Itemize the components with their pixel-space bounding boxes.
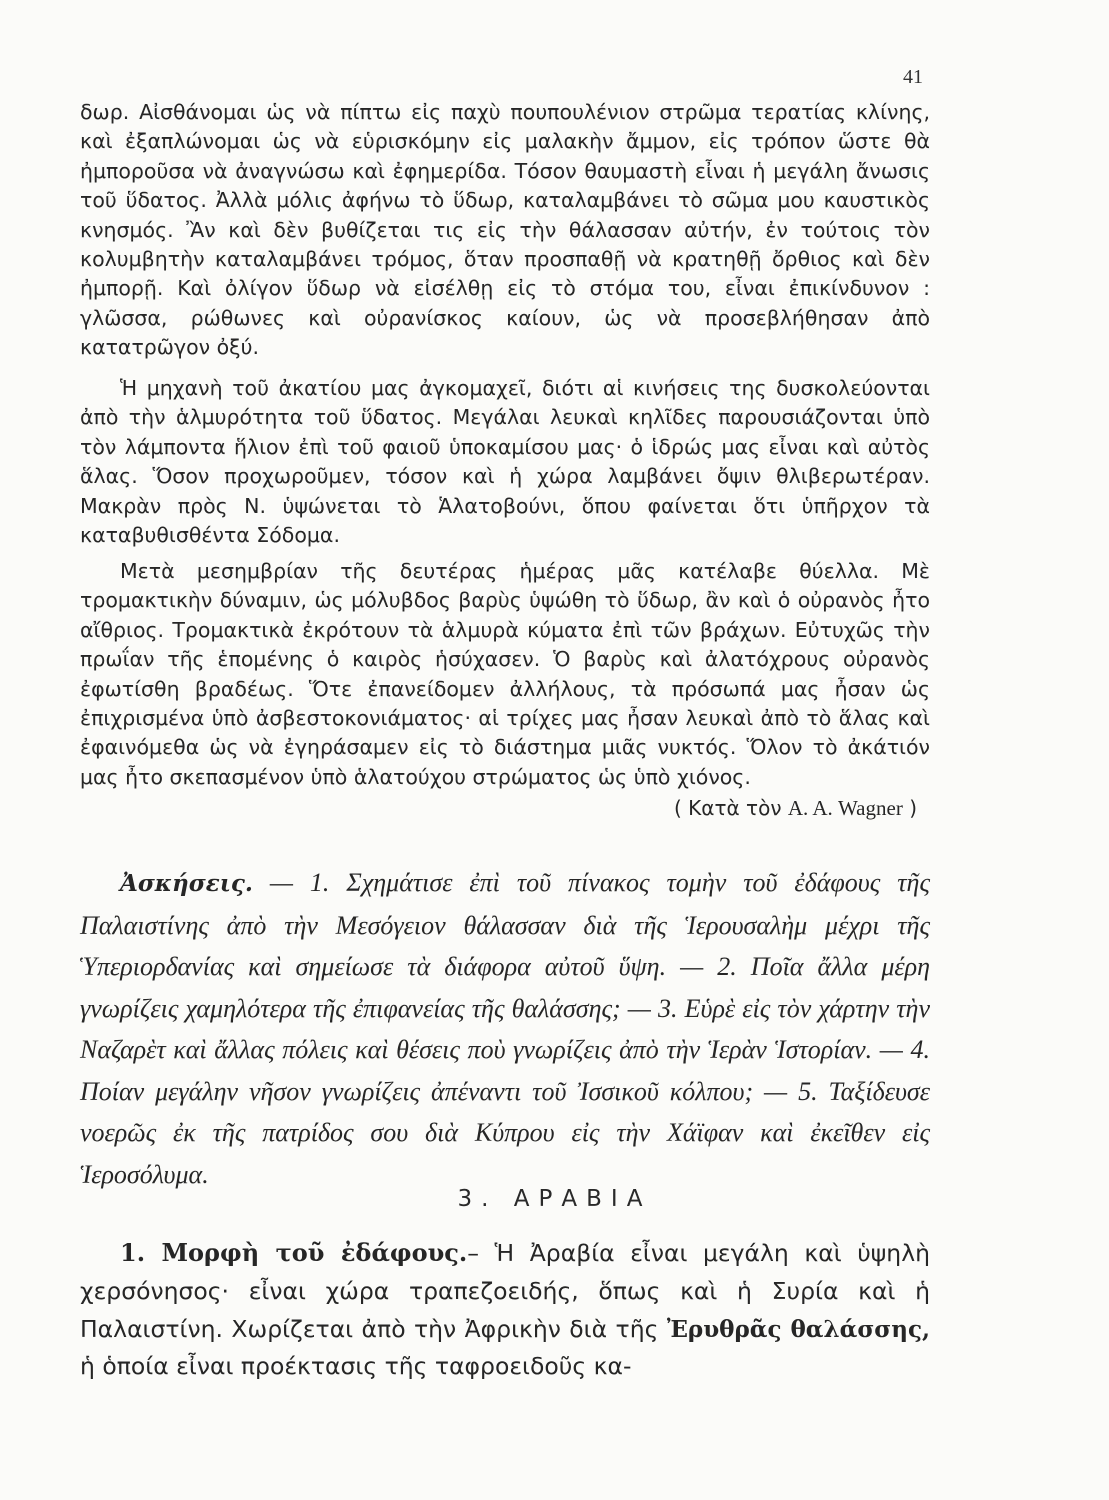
exercises [80, 862, 930, 1195]
attribution-author: Α. Α. Wagner [787, 796, 903, 820]
attribution-prefix: ( Κατὰ τὸν [674, 796, 782, 820]
attribution [674, 796, 917, 821]
page-number: 41 [903, 66, 923, 88]
attribution-suffix: ) [909, 796, 917, 820]
section-paragraph [80, 1234, 930, 1386]
exercises-heading: Ἀσκήσεις. [120, 870, 253, 897]
section-term: Ἐρυθρᾶς θαλάσσης, [666, 1315, 930, 1343]
paragraph-boat-engine: Ἡ μηχανὴ τοῦ ἀκατίου μας ἀγκομαχεῖ, διότι αἱ κινήσεις της δυσκολεύονται ἀπὸ τὴν ἁλμυρότητα τοῦ ὕδατος. Μεγάλαι λευκαὶ κηλῖδες παρουσιάζονται ὑπὸ τὸν λάμποντα ἥλιον ἐπὶ τοῦ φαιοῦ ὑποκαμίσου μας· ὁ ἱδρώς μας εἶναι καὶ αὐτὸς ἅλας. Ὅσον προχωροῦμεν, τόσον καὶ ἡ χώρα λαμβάνει ὄψιν θλιβερωτέραν. Μακρὰν πρὸς Ν. ὑψώνεται τὸ Ἁλατοβούνι, ὅπου φαίνεται ὅτι ὑπῆρχον τὰ καταβυθισθέντα Σόδομα. [80, 376, 930, 548]
section-heading: 3. ΑΡΑΒΙΑ [457, 1186, 652, 1212]
section-text-1: – Ἡ Ἀραβία εἶναι μεγάλη καὶ ὑψηλὴ χερσόνησος· εἶναι χώρα τραπεζοειδής, ὅπως καὶ ἡ Συρία καὶ ἡ Παλαιστίνη. Χωρίζεται ἀπὸ τὴν Ἀφρικὴν διὰ τῆς [80, 1239, 930, 1343]
section-subheading: 1. Μορφὴ τοῦ ἐδάφους. [120, 1238, 468, 1267]
exercises-text: — 1. Σχημάτισε ἐπὶ τοῦ πίνακος τομὴν τοῦ ἐδάφους τῆς Παλαιστίνης ἀπὸ τὴν Μεσόγειον θάλασσαν διὰ τῆς Ἱερουσαλὴμ μέχρι τῆς Ὑπεριορδανίας καὶ σημείωσε τὰ διάφορα αὐτοῦ ὕψη. — 2. Ποῖα ἄλλα μέρη γνωρίζεις χαμηλότερα τῆς ἐπιφανείας τῆς θαλάσσης; — 3. Εὑρὲ εἰς τὸν χάρτην τὴν Ναζαρὲτ καὶ ἄλλας πόλεις καὶ θέσεις ποὺ γνωρίζεις ἀπὸ τὴν Ἱερὰν Ἱστορίαν. — 4. Ποίαν μεγάλην νῆσον γνωρίζεις ἀπέναντι τοῦ Ἰσσικοῦ κόλπου; — 5. Ταξίδευσε νοερῶς ἐκ τῆς πατρίδος σου διὰ Κύπρου εἰς τὴν Χάϊφαν καὶ ἐκεῖθεν εἰς Ἱεροσόλυμα. [80, 868, 930, 1189]
paragraph-continuation: δωρ. Αἰσθάνομαι ὡς νὰ πίπτω εἰς παχὺ πουπουλένιον στρῶμα τερατίας κλίνης, καὶ ἐξαπλώνομαι ὡς νὰ εὑρισκόμην εἰς μαλακὴν ἄμμον, εἰς τρόπον ὥστε θὰ ἠμποροῦσα νὰ ἀναγνώσω καὶ ἐφημερίδα. Τόσον θαυμαστὴ εἶναι ἡ μεγάλη ἄνωσις τοῦ ὕδατος. Ἀλλὰ μόλις ἀφήνω τὸ ὕδωρ, καταλαμβάνει τὸ σῶμα μου καυστικὸς κνησμός. Ἂν καὶ δὲν βυθίζεται τις εἰς τὴν θάλασσαν αὐτήν, ἐν τούτοις τὸν κολυμβητὴν καταλαμβάνει τρόμος, ὅταν προσπαθῇ νὰ κρατηθῇ ὄρθιος καὶ δὲν ἠμπορῇ. Καὶ ὀλίγον ὕδωρ νὰ εἰσέλθῃ εἰς τὸ στόμα του, εἶναι ἐπικίνδυνον : γλῶσσα, ρώθωνες καὶ οὐρανίσκος καίουν, ὡς νὰ προσεβλήθησαν ἀπὸ κατατρῶγον ὀξύ. [80, 100, 930, 360]
section-text-2: ἡ ὁποία εἶναι προέκτασις τῆς ταφροειδοῦς κα- [80, 1352, 632, 1381]
paragraph-storm: Μετὰ μεσημβρίαν τῆς δευτέρας ἡμέρας μᾶς κατέλαβε θύελλα. Μὲ τρομακτικὴν δύναμιν, ὡς μόλυβδος βαρὺς ὑψώθη τὸ ὕδωρ, ἂν καὶ ὁ οὐρανὸς ἦτο αἴθριος. Τρομακτικὰ ἐκρότουν τὰ ἁλμυρὰ κύματα ἐπὶ τῶν βράχων. Εὐτυχῶς τὴν πρωΐαν τῆς ἑπομένης ὁ καιρὸς ἡσύχασεν. Ὁ βαρὺς καὶ ἀλατόχρους οὐρανὸς ἐφωτίσθη βραδέως. Ὅτε ἐπανείδομεν ἀλλήλους, τὰ πρόσωπά μας ἦσαν ὡς ἐπιχρισμένα ὑπὸ ἀσβεστοκονιάματος· αἱ τρίχες μας ἦσαν λευκαὶ ἀπὸ τὸ ἅλας καὶ ἐφαινόμεθα ὡς νὰ ἐγηράσαμεν εἰς τὸ διάστημα μιᾶς νυκτός. Ὅλον τὸ ἀκάτιόν μας ἦτο σκεπασμένον ὑπὸ ἁλατούχου στρώματος ὡς ὑπὸ χιόνος. [80, 559, 930, 789]
